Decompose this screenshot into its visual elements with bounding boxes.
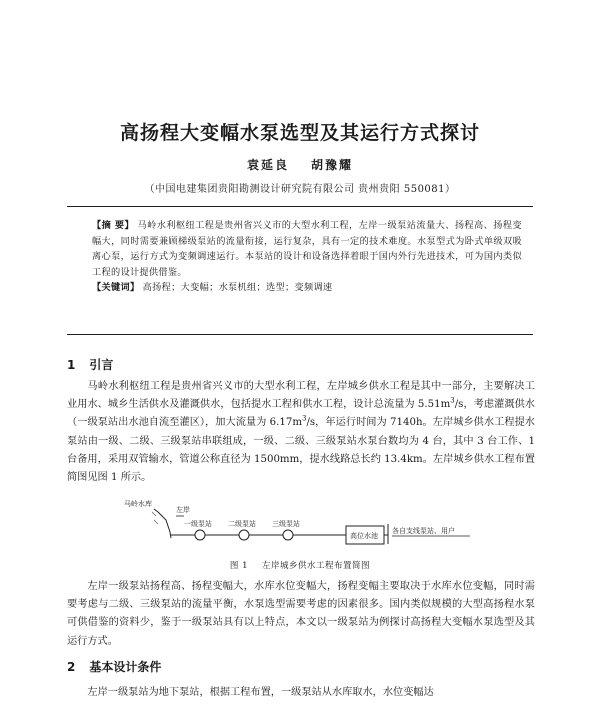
station-2-pump-icon <box>239 530 249 540</box>
abstract-text: 马岭水利枢纽工程是贵州省兴义市的大型水利工程，左岸一级泵站流量大、扬程高、扬程变幅大，同时需要兼顾梯级泵站的流量衔接，运行复杂，具有一定的技术难度。水泵型式为卧式单级双吸离心泵，运行方式为变频调速运行。本泵站的设计和设备选择着眼于国内外行先进技术，可为国内类似工程的设计提供借鉴。 <box>92 220 523 278</box>
keywords-line <box>92 280 522 296</box>
abstract-body <box>92 218 522 280</box>
section-number: 2 <box>67 660 76 674</box>
figure-1-diagram <box>118 498 498 550</box>
abstract-top-rule <box>67 206 533 207</box>
paper-title: 高扬程大变幅水泵选型及其运行方式探讨 <box>119 122 480 144</box>
section-number: 1 <box>67 358 76 372</box>
section-heading-design-conditions <box>67 658 161 675</box>
reservoir-hatch <box>152 512 158 524</box>
affiliation: （中国电建集团贵阳勘测设计研究院有限公司 贵州贵阳 550081） <box>144 184 456 195</box>
section-title: 引言 <box>89 358 114 372</box>
high-tank-label: 高位水池 <box>350 532 378 540</box>
reservoir-shore-line <box>154 509 171 538</box>
author-name: 袁延良 <box>246 158 289 172</box>
station-3-label: 三级泵站 <box>272 520 300 528</box>
body-paragraph: 左岸一级泵站为地下泵站，根据工程布置，一级泵站从水库取水，水位变幅达 <box>87 687 434 698</box>
intro-text-part2: /s，考虑灌溉供水（一级泵站出水池自流至灌区），加大流量为 6.17m <box>67 399 535 429</box>
station-3-pump-icon <box>283 530 293 540</box>
station-1-pump-icon <box>195 530 205 540</box>
section-heading-introduction <box>67 356 113 373</box>
station-1-label: 一级泵站 <box>184 520 212 528</box>
caption-text: 左岸城乡供水工程布置简图 <box>262 561 371 571</box>
left-bank-label: 左岸 <box>176 506 190 514</box>
keywords-text: 高扬程；大变幅；水泵机组；选型；变频调速 <box>142 282 333 293</box>
intro-paragraph <box>67 378 535 487</box>
superscript: 3 <box>302 415 307 424</box>
caption-number: 图 1 <box>229 561 249 571</box>
intro-text-part1: 马岭水利枢纽工程是贵州省兴义市的大型水利工程，左岸城乡供水工程是其中一部分，主要解决工业用水、城乡生活供水及灌溉供水，包括提水工程和供水工程，设计总流量为 5.51m <box>67 381 535 411</box>
abstract-bottom-rule <box>67 334 533 335</box>
author-name: 胡豫耀 <box>311 158 354 172</box>
users-label: 各自支线泵站、用户 <box>392 527 455 535</box>
author-list <box>0 156 600 173</box>
body-paragraph: 左岸一级泵站扬程高、扬程变幅大，水库水位变幅大，扬程变幅主要取决于水库水位变幅，同时需要考虑与二级、三级泵站的流量平衡，水泵选型需要考虑的因素很多。国内类似规模的大型高扬程水泵可供借鉴的资料少，鉴于一级泵站具有以上特点，本文以一级泵站为例探讨高扬程大变幅水泵选型及其运行方式。 <box>67 581 535 647</box>
figure-1-caption <box>0 559 600 571</box>
reservoir-label: 马岭水库 <box>124 500 152 508</box>
section-title: 基本设计条件 <box>89 660 162 674</box>
abstract-label: 【摘 要】 <box>92 220 135 231</box>
abstract-block <box>92 218 522 296</box>
station-2-label: 二级泵站 <box>228 520 256 528</box>
intro-text-part3: /s，年运行时间为 7140h。左岸城乡供水工程提水泵站由一级、二级、三级泵站串联组成，一级、二级、三级泵站水泵台数均为 4 台，其中 3 台工作、1 台备用，采用双管输水，管道公称直径为 1500mm，提水线路总长约 13.4km。左岸城乡供水工程布置简图见图 1 所示。 <box>67 417 535 484</box>
keywords-label: 【关键词】 <box>92 282 140 293</box>
superscript: 3 <box>450 396 455 405</box>
